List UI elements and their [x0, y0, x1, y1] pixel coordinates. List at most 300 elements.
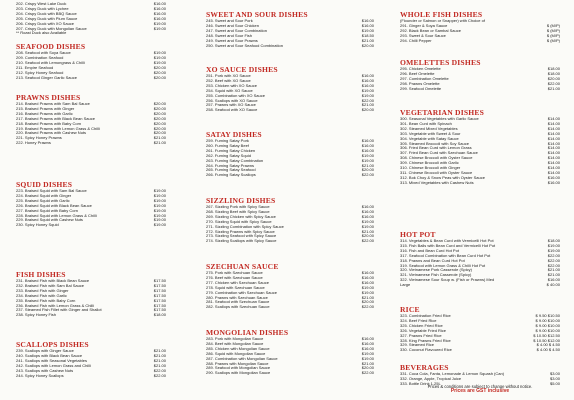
menu-item-price: $19.00	[361, 284, 374, 290]
menu-item-price: $19.00	[547, 247, 560, 253]
menu-item-price: $21.00	[361, 228, 374, 234]
menu-item-name: 300. Seasonal Vegetables with Garlic Sauce	[400, 117, 479, 121]
menu-item-price: $16.00	[361, 208, 374, 214]
menu-item-price: $14.00	[547, 135, 560, 141]
menu-item-price: $ 4.00 $ 4.50	[536, 347, 560, 353]
menu-item-name: 307. Fried Bean Curd with Szechuan Sauce	[400, 151, 478, 156]
menu-item-name: 319. Seafood with Lemon Grass & Chilli Hot Pot	[400, 263, 486, 268]
menu-item-price: $21.00	[361, 162, 374, 168]
menu-item-name: 303. Vegetable with Sweet & Sour	[400, 131, 461, 136]
menu-item-price: $19.00	[153, 188, 166, 193]
menu-item	[206, 371, 374, 376]
menu-item-name: 228. Braised Squid with Lemon Grass & Chilli	[16, 213, 97, 218]
menu-item-name: 295. Chicken Omelette	[400, 67, 441, 71]
menu-item-name: 286. Squid with Mongolian Sauce	[206, 351, 266, 356]
menu-section-sizzling	[206, 196, 374, 244]
menu-item-price: $17.50	[153, 287, 166, 293]
menu-item-price: $16.00	[361, 18, 374, 23]
menu-item-name: 260. Fuming Satay Beef	[206, 143, 249, 148]
menu-item-name: 210. Seafood with Lemongrass & Chilli	[16, 60, 85, 65]
menu-item-name: 333. Bottle Drink 1.25L	[400, 381, 441, 386]
menu-item-price: $14.00	[547, 125, 560, 131]
menu-section-seafood	[16, 42, 166, 80]
menu-item-name: 313. Mixed Vegetables with Cashew Nuts	[400, 180, 474, 185]
menu-item-name: 323. Combination Fried Rice	[400, 314, 451, 318]
menu-section-satay	[206, 130, 374, 178]
menu-item-price: $14.00	[547, 155, 560, 161]
section-title: OMELETTES DISHES	[400, 58, 481, 67]
menu-item-name: 207. Crispy Duck with Mongolian Sauce	[16, 26, 87, 31]
menu-item-name: 268. Sizzling Beef with Spicy Sauce	[206, 209, 270, 214]
menu-item-price: $16.00	[361, 77, 374, 83]
menu-item-name: 269. Sizzling Chicken with Spicy Sauce	[206, 214, 276, 219]
menu-item-name: 251. Pork with XO Sauce	[206, 74, 251, 78]
menu-item-name: 225. Braised Squid with Garlic	[16, 198, 70, 203]
menu-item-price: $20.00	[153, 110, 166, 116]
menu-item-name: 310. Chinese Broccoli with Ginger	[400, 166, 461, 171]
menu-item-name: 311. Chinese Broccoli with Oyster Sauce	[400, 170, 473, 175]
menu-item-name: 237. Steamed Fish Fillet with Ginger and Shallot	[16, 308, 102, 313]
menu-item-name: 304. Vegetable with Satay Sauce	[400, 136, 459, 141]
menu-item	[206, 173, 374, 178]
menu-item-name: 327. Prawns Fried Rice	[400, 333, 442, 338]
menu-item-name: 229. Braised Squid with Cashew Nuts	[16, 218, 83, 223]
menu-item-price: $19.00	[361, 157, 374, 163]
menu-item-price: $21.00	[153, 135, 166, 141]
menu-item-price: $21.00	[153, 362, 166, 368]
menu-item-price: $21.00	[153, 348, 166, 353]
menu-item-name: 215. Braised Prawns with Ginger	[16, 106, 75, 111]
menu-item-price: $22.00	[361, 172, 374, 178]
menu-item-price: $19.00	[361, 87, 374, 93]
menu-item-name: 331. Coca Cola, Fanta, Lemonade & Lemon Squash (Can)	[400, 372, 505, 376]
menu-item-price: $19.00	[153, 222, 166, 228]
menu-item-price: $20.00	[153, 64, 166, 70]
menu-item-name: 296. Beef Omelette	[400, 71, 435, 76]
menu-item-price: $16.00	[361, 213, 374, 219]
menu-item-price: $19.00	[153, 59, 166, 65]
menu-item-price: $22.00	[361, 304, 374, 310]
menu-item-price: $16.00	[153, 5, 166, 11]
menu-item-price	[164, 31, 166, 36]
menu-item-name: 282. Scallops with Szechuan Sauce	[206, 305, 270, 310]
menu-item-name: 277. Chicken with Szechuan Sauce	[206, 280, 269, 285]
menu-item-name: 305. Steamed Broccoli with Soy Sauce	[400, 141, 469, 146]
menu-item-price: $18.00	[547, 238, 560, 243]
menu-item-name: 246. Sweet and Sour Chicken	[206, 23, 259, 28]
menu-item-name: Large	[400, 283, 411, 288]
menu-item-price: $ 9.00 $10.00	[535, 327, 560, 333]
menu-item-price: $14.00	[547, 160, 560, 166]
menu-item-name: 236. Braised Fish with Lemon Grass & Chilli	[16, 303, 95, 308]
menu-item-price: $22.00	[547, 80, 560, 86]
menu-item-name: 254. Squid with XO Sauce	[206, 88, 253, 93]
menu-item-name: 298. Prawns Omelette	[400, 81, 440, 86]
menu-item-price: $17.50	[153, 292, 166, 298]
menu-item-price: $19.00	[153, 54, 166, 60]
menu-item-name: 279. Combination with Szechuan Sauce	[206, 290, 277, 295]
menu-item-price: $21.00	[547, 267, 560, 273]
menu-item-price: $ 9.00 $10.00	[535, 322, 560, 328]
menu-item-name: 309. Chinese Broccoli with Garlic	[400, 161, 459, 166]
menu-item	[16, 76, 166, 81]
menu-item-price: $21.00	[361, 360, 374, 366]
menu-item-price: $20.00	[361, 42, 374, 48]
menu-section-szechuan	[206, 262, 374, 310]
menu-item-name: 248. Sweet and Sour Fish	[206, 33, 253, 38]
menu-item-price: $19.00	[547, 242, 560, 248]
section-title: MONGOLIAN DISHES	[206, 328, 289, 337]
menu-section-hotpot	[400, 230, 560, 288]
menu-item-price: $ 9.50 $10.50	[535, 313, 560, 318]
menu-item-price: $21.00	[153, 352, 166, 358]
menu-item-price: $19.00	[361, 218, 374, 224]
menu-section-scallops	[16, 340, 166, 378]
menu-item-name: 332. Orange, Apple, Tropical Juice	[400, 376, 462, 381]
section-title: PRAWNS DISHES	[16, 93, 81, 102]
menu-item-price: $20.00	[361, 365, 374, 371]
menu-item-price: $14.00	[547, 150, 560, 156]
menu-item-name: 299. Seafood Omelette	[400, 86, 442, 91]
menu-item-name: 308. Chinese Broccoli with Oyster Sauce	[400, 156, 473, 161]
footer-note: Prices & conditions are subject to change without notice.	[427, 384, 533, 389]
menu-item-price: $20.00	[361, 167, 374, 173]
menu-item-name: 234. Braised Fish with Garlic	[16, 293, 67, 298]
menu-item-name: 212. Spicy Honey Seafood	[16, 70, 64, 75]
menu-item-name: 224. Braised Squid with Ginger	[16, 193, 72, 198]
menu-item-name: 281. Seafood with Szechuan Sauce	[206, 300, 270, 305]
menu-item-price: $16.00	[361, 270, 374, 275]
menu-item-name: 276. Beef with Szechuan Sauce	[206, 275, 263, 280]
menu-item	[206, 305, 374, 310]
menu-item-name: 220. Braised Prawns with Cashew Nuts	[16, 131, 87, 136]
menu-item-name: 259. Fuming Satay Pork	[206, 139, 249, 143]
menu-item	[206, 108, 374, 113]
menu-item-price: $19.00	[361, 223, 374, 229]
menu-item-name: 297. Combination Omelette	[400, 76, 449, 81]
menu-item-name: 320. Vietnamese Pork Casserole (Spicy)	[400, 268, 472, 273]
menu-item-name: 270. Sizzling Squid with Spicy Sauce	[206, 219, 272, 224]
menu-item-name: 318. Prawns and Bean Curd Hot Pot	[400, 258, 465, 263]
menu-item-price: $17.50	[153, 278, 166, 283]
menu-item-name: 213. Seafood Ginger Garlic Sauce	[16, 75, 77, 80]
menu-item-price: $18.50	[361, 32, 374, 38]
menu-item-price: $20.00	[153, 120, 166, 126]
menu-item-name: 217. Braised Prawns with Black Bean Sauce	[16, 116, 95, 121]
menu-item-price: $17.50	[153, 302, 166, 308]
menu-item-name: 242. Scallops with Lemon Grass and Chilli	[16, 363, 91, 368]
section-title: BEVERAGES	[400, 363, 449, 372]
menu-item-price: $3.00	[549, 375, 560, 381]
menu-item-price: $19.00	[153, 217, 166, 223]
menu-item-price: $19.00	[153, 202, 166, 208]
menu-item-name: 287. Combination with Mongolian Sauce	[206, 356, 278, 361]
menu-item-name: 292. Black Bean or Sambal Sauce	[400, 28, 461, 33]
menu-section-squid	[16, 180, 166, 228]
menu-item-name: 312. Bok Choy & Snow Peas with Oyster Sauce	[400, 175, 485, 180]
menu-item-name: 253. Chicken with XO Sauce	[206, 83, 257, 88]
menu-item-name: 206. Crispy Duck with XO Sauce	[16, 21, 75, 26]
menu-item-price: $20.00	[153, 130, 166, 136]
menu-item-name: 258. Seafood with XO Sauce	[206, 108, 258, 113]
menu-item-name: 245. Sweet and Sour Pork	[206, 19, 253, 23]
menu-item-price: $14.00	[547, 140, 560, 146]
menu-item-name: 285. Chicken with Mongolian Sauce	[206, 346, 270, 351]
menu-item-price: $19.00	[361, 27, 374, 33]
menu-item-price: $21.00	[153, 140, 166, 146]
section-title: VEGETARIAN DISHES	[400, 108, 485, 117]
menu-item-price: $16.00	[153, 10, 166, 16]
menu-section-prawns	[16, 93, 166, 146]
menu-item-name: 249. Sweet and Sour Prawns	[206, 38, 258, 43]
gst-note: Prices are GST inclusive	[450, 388, 510, 394]
menu-item-name: 288. Prawns with Mongolian Sauce	[206, 361, 269, 366]
menu-item-name: 240. Scallops with Black Bean Sauce	[16, 353, 83, 358]
menu-item-price: $16.00	[361, 142, 374, 148]
menu-item-name: 302. Steamed Mixed Vegetables	[400, 126, 458, 131]
menu-item-price: $ (M/P)	[546, 22, 560, 28]
menu-item	[16, 223, 166, 228]
menu-item-name: 278. Squid with Szechuan Sauce	[206, 285, 265, 290]
section-subtitle: (Flounder or Salmon or Snapper) with Choice of	[400, 18, 485, 23]
menu-item-price: $ 10.50 $12.00	[533, 337, 560, 343]
menu-item-name: 291. Ginger & Soya Sauce	[400, 23, 448, 28]
menu-item-price: $21.00	[153, 357, 166, 363]
menu-item-price: $18.00	[547, 66, 560, 71]
menu-item-price: $17.50	[153, 282, 166, 288]
menu-item-name: 250. Sweet and Sour Seafood Combination	[206, 43, 283, 48]
menu-item-name: 255. Combination with XO Sauce	[206, 93, 265, 98]
menu-item-price: $16.00	[361, 22, 374, 28]
menu-item-name: 267. Sizzling Pork with Spicy Sauce	[206, 205, 270, 209]
menu-item-price: $14.00	[547, 130, 560, 136]
menu-item-name: 274. Sizzling Scallops with Spicy Sauce	[206, 239, 277, 244]
menu-item-name: 272. Sizzling Prawns with Spicy Sauce	[206, 229, 275, 234]
menu-item-price: $20.00	[153, 101, 166, 106]
menu-item-price: $21.00	[361, 37, 374, 43]
menu-item-name: 324. Beef Fried Rice	[400, 318, 437, 323]
menu-item-name: 283. Pork with Mongolian Sauce	[206, 337, 264, 341]
menu-section-mongolian	[206, 328, 374, 376]
menu-item-name: ** Roast Duck also Available	[16, 31, 67, 36]
menu-item-name: 219. Braised Prawns with Lemon Grass & Chilli	[16, 126, 100, 131]
menu-item-name: 202. Crispy West Lake Duck	[16, 2, 67, 6]
menu-item-name: 216. Braised Prawns with Garlic	[16, 111, 73, 116]
menu-item	[400, 87, 560, 92]
section-title: SZECHUAN SAUCE	[206, 262, 279, 271]
menu-item-price: $21.00	[547, 85, 560, 91]
menu-item-name: 262. Fuming Satay Squid	[206, 153, 251, 158]
menu-item-price: $20.00	[153, 69, 166, 75]
menu-item-price: $17.50	[153, 307, 166, 313]
menu-item-name: 243. Scallops with Cashew Nuts	[16, 368, 74, 373]
menu-section-wholefish	[400, 10, 560, 43]
menu-item-price: $19.00	[361, 152, 374, 158]
section-title: RICE	[400, 305, 420, 314]
menu-item-price: $16.00	[361, 73, 374, 78]
menu-item-name: 205. Crispy Duck with Plum Sauce	[16, 16, 78, 21]
menu-item-name: 330. Coconut Flavoured Rice	[400, 348, 452, 353]
menu-item-name: 222. Honey Prawns	[16, 141, 51, 146]
menu-item-price: $14.00	[547, 116, 560, 121]
menu-item-price: $14.00	[547, 165, 560, 171]
menu-item-price: $19.00	[153, 197, 166, 203]
menu-item-price: $21.00	[361, 102, 374, 108]
menu-item-price: $ (M/P)	[546, 32, 560, 38]
menu-item-price: $22.00	[361, 238, 374, 244]
menu-item-name: 203. Crispy Duck with Lychee	[16, 6, 69, 11]
menu-item-name: 317. Seafood Combination with Bean Curd Hot Pot	[400, 253, 491, 258]
menu-section-vegetarian	[400, 108, 560, 186]
menu-item-price: $16.00	[547, 277, 560, 283]
menu-item-name: 301. Bean Curd with Spinach	[400, 121, 452, 126]
menu-item-price: $19.00	[361, 92, 374, 98]
menu-item-price: $21.00	[547, 272, 560, 278]
menu-item-price: $22.00	[153, 372, 166, 378]
menu-item-name: 314. Vegetables & Bean Curd with Vermicelli Hot Pot	[400, 239, 494, 243]
menu-item-price: $ 40.00	[546, 282, 560, 288]
menu-item-price: $20.00	[153, 74, 166, 80]
menu-section-omelettes	[400, 58, 560, 92]
menu-item-price: $3.00	[549, 371, 560, 376]
menu-item-price: $20.00	[153, 105, 166, 111]
menu-item-name: 231. Braised Fish with Black Bean Sauce	[16, 279, 90, 283]
menu-item-name: 329. Steamed Rice	[400, 343, 435, 348]
menu-item	[400, 181, 560, 186]
menu-item-price: $19.00	[153, 212, 166, 218]
menu-item-price: $16.00	[361, 147, 374, 153]
section-title: SIZZLING DISHES	[206, 196, 276, 205]
menu-item-name: 232. Braised Fish with Sam Bal Sauce	[16, 283, 85, 288]
menu-item-name: 322. Vietnamese Sour Soup w. (Fish or Prawns) Med	[400, 278, 495, 283]
section-title: XO SAUCE DISHES	[206, 65, 278, 74]
menu-item-price: $17.50	[153, 297, 166, 303]
menu-item-name: 289. Seafood with Mongolian Sauce	[206, 366, 271, 371]
menu-section-duck-cont	[16, 2, 166, 36]
menu-item-name: 247. Sweet and Sour Combination	[206, 28, 267, 33]
section-title: SQUID DISHES	[16, 180, 73, 189]
menu-item-name: 252. Beef with XO Sauce	[206, 78, 251, 83]
menu-item-name: 326. Vegetable Fried Rice	[400, 328, 447, 333]
menu-item-name: 275. Pork with Szechuan Sauce	[206, 271, 263, 275]
menu-section-sweetsour	[206, 10, 374, 48]
menu-item-name: 316. Fish and Bean Curd Hot Pot	[400, 248, 459, 253]
menu-section-rice	[400, 305, 560, 353]
menu-item-name: 306. Fried Bean Curd with Lemon Grass	[400, 146, 472, 151]
menu-item-name: 209. Combination Seafood	[16, 55, 64, 60]
menu-item-name: 264. Fuming Satay Prawns	[206, 163, 255, 168]
menu-item	[16, 141, 166, 146]
menu-item-price: $18.00	[153, 312, 166, 318]
menu-item-name: 204. Crispy Duck with BBQ Sauce	[16, 11, 77, 16]
menu-item	[400, 348, 560, 353]
section-title: WHOLE FISH DISHES	[400, 10, 483, 19]
menu-item-price: $21.00	[361, 294, 374, 300]
menu-item-price: $14.00	[547, 145, 560, 151]
menu-item-name: 290. Scallops with Mongolian Sauce	[206, 371, 271, 376]
menu-item-price: $16.00	[153, 15, 166, 21]
menu-item	[400, 39, 560, 44]
menu-item-name: 256. Scallops with XO Sauce	[206, 98, 258, 103]
menu-item-price: $19.00	[361, 350, 374, 356]
menu-item-price: $ (M/P)	[546, 37, 560, 43]
menu-item-name: 235. Braised Fish with Baby Corn	[16, 298, 76, 303]
menu-item-price: $16.00	[547, 179, 560, 185]
menu-item-price: $16.00	[361, 274, 374, 280]
menu-item-name: 273. Sizzling Seafood with Spicy Sauce	[206, 234, 277, 239]
menu-item	[16, 313, 166, 318]
menu-item-name: 280. Prawns with Szechuan Sauce	[206, 295, 268, 300]
menu-item-name: 271. Sizzling Combination with Spicy Sauce	[206, 224, 284, 229]
menu-item	[206, 239, 374, 244]
menu-item-name: 325. Chicken Fried Rice	[400, 323, 443, 328]
menu-item-price: $16.00	[153, 1, 166, 6]
menu-item-name: 211. Empire Seafood	[16, 65, 54, 70]
menu-item-name: 238. Spicy Honey Fish	[16, 313, 57, 318]
menu-item-name: 284. Beef with Mongolian Sauce	[206, 341, 264, 346]
menu-item-price: $22.00	[153, 367, 166, 373]
menu-item-price: $16.00	[361, 204, 374, 209]
section-title: SEAFOOD DISHES	[16, 42, 86, 51]
menu-item-price: $16.00	[361, 340, 374, 346]
section-title: HOT POT	[400, 230, 436, 239]
menu-item-price: $22.00	[547, 257, 560, 263]
menu-item-price: $20.00	[547, 75, 560, 81]
menu-item-price: $14.00	[547, 169, 560, 175]
menu-item-price: $ 4.00 $ 4.50	[536, 342, 560, 348]
menu-item-price: $14.00	[547, 120, 560, 126]
menu-item-price: $19.00	[361, 289, 374, 295]
section-title: SCALLOPS DISHES	[16, 340, 89, 349]
menu-item-price: $19.00	[153, 20, 166, 26]
menu-item-price: $20.00	[361, 299, 374, 305]
menu-item-name: 208. Seafood with Soya Sauce	[16, 51, 71, 55]
menu-item-name: 218. Braised Prawns with Baby Corn	[16, 121, 82, 126]
menu-item	[400, 283, 560, 288]
menu-item-name: 294. Chilli Pepper	[400, 38, 432, 43]
menu-item-price: $20.00	[153, 115, 166, 121]
menu-section-xo	[206, 65, 374, 113]
menu-item-price: $ 10.50 $12.50	[533, 332, 560, 338]
menu-item-name: 257. Prawns with XO Sauce	[206, 103, 256, 108]
menu-item-price: $20.00	[361, 107, 374, 113]
menu-item-price: $19.00	[153, 207, 166, 213]
menu-item-name: 321. Vietnamese Fish Casserole (Spicy)	[400, 273, 472, 278]
menu-item-price: $18.00	[547, 70, 560, 76]
menu-section-fish	[16, 270, 166, 318]
menu-item-price: $19.00	[153, 192, 166, 198]
section-title: SWEET AND SOUR DISHES	[206, 10, 308, 19]
menu-item-name: 233. Braised Fish with Ginger	[16, 288, 69, 293]
menu-item-name: 266. Fuming Satay Scallops	[206, 173, 256, 178]
menu-item-price: $ 9.00 $10.00	[535, 317, 560, 323]
menu-item-price: $16.00	[361, 279, 374, 285]
menu-item-name: 223. Braised Squid with Sam Bal Sauce	[16, 189, 87, 193]
menu-item-price: $16.00	[361, 82, 374, 88]
section-title: SATAY DISHES	[206, 130, 262, 139]
menu-item-price: $16.00	[361, 138, 374, 143]
menu-item-price: $5.00	[549, 380, 560, 386]
menu-item-price: $ (M/P)	[546, 27, 560, 33]
menu-item	[16, 374, 166, 379]
menu-item-price: $20.00	[361, 233, 374, 239]
menu-item-price: $16.00	[547, 174, 560, 180]
menu-item-name: 226. Braised Squid with Black Bean Sauce	[16, 203, 92, 208]
menu-item-name: 265. Fuming Satay Seafood	[206, 168, 256, 173]
menu-item-name: 244. Spicy Honey Scallops	[16, 373, 64, 378]
menu-item-price: $19.00	[361, 355, 374, 361]
menu-item-name: 227. Braised Squid with Baby Corn	[16, 208, 79, 213]
